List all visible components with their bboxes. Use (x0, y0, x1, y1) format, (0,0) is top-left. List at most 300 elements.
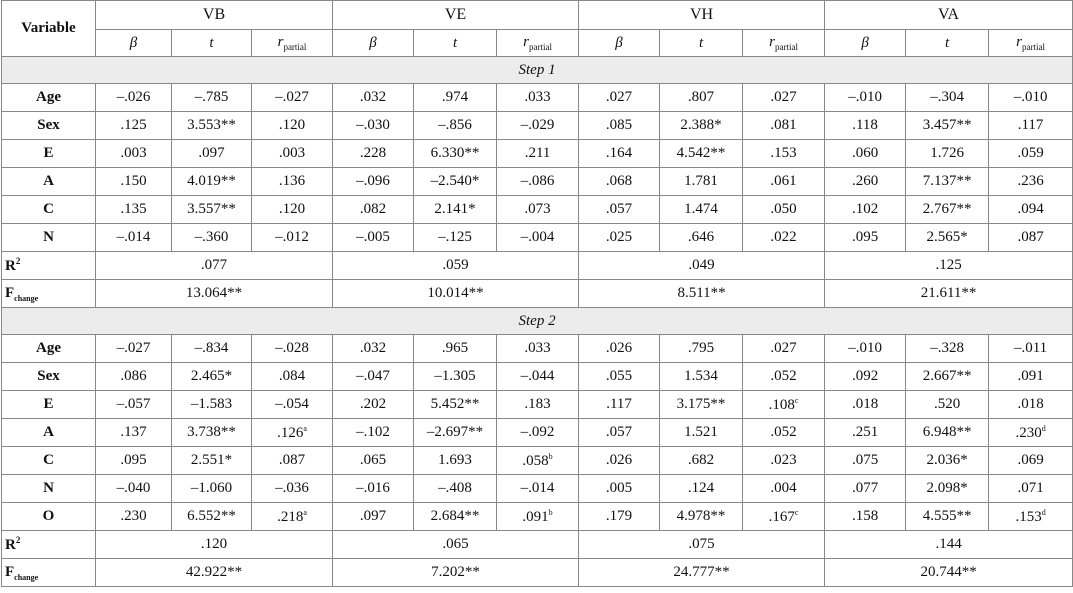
table-cell (989, 503, 1073, 531)
cell-value: .071 (1017, 480, 1044, 496)
cell-value: .120 (278, 117, 306, 133)
table-cell (333, 447, 414, 475)
table-cell (414, 140, 497, 168)
cell-value: .228 (359, 145, 387, 161)
r-squared-value: .077 (96, 252, 333, 280)
cell-value: –.016 (356, 480, 390, 496)
cell-value: 5.452** (430, 396, 480, 412)
table-row (2, 503, 1073, 531)
table-cell (497, 391, 579, 419)
cell-value: 4.555** (922, 508, 972, 524)
table-cell (906, 140, 989, 168)
cell-value: .094 (1017, 201, 1044, 217)
table-cell (172, 112, 252, 140)
footnote-marker: c (794, 395, 799, 405)
table-cell (96, 447, 172, 475)
cell-value: 3.457** (922, 117, 972, 133)
cell-value: .068 (605, 173, 633, 189)
table-cell (825, 196, 906, 224)
cell-value: .646 (687, 229, 715, 245)
table-cell (660, 196, 743, 224)
cell-value: .082 (359, 201, 387, 217)
table-cell (96, 335, 172, 363)
table-cell (333, 363, 414, 391)
table-cell (579, 84, 660, 112)
table-cell (825, 391, 906, 419)
cell-value: –2.697** (426, 424, 484, 440)
table-cell (660, 447, 743, 475)
cell-value: .060 (851, 145, 879, 161)
cell-value: .065 (359, 452, 387, 468)
table-cell (743, 140, 825, 168)
table-cell (989, 140, 1073, 168)
table-cell (172, 475, 252, 503)
table-cell (414, 84, 497, 112)
group-header-ve: VE (333, 1, 579, 30)
f-change-value: 7.202** (333, 559, 579, 587)
cell-value: .117 (606, 396, 632, 412)
table-cell (414, 363, 497, 391)
table-cell (172, 224, 252, 252)
table-cell (333, 335, 414, 363)
cell-value: .807 (687, 89, 715, 105)
cell-value: .091 (1017, 368, 1044, 384)
sub-header-beta: β (333, 30, 414, 57)
cell-value: –1.060 (190, 480, 233, 496)
cell-value: –.047 (356, 368, 390, 384)
f-change-value: 20.744** (825, 559, 1073, 587)
cell-value: .081 (770, 117, 797, 133)
cell-value: .023 (770, 452, 797, 468)
cell-value: –.328 (930, 340, 964, 356)
table-cell (579, 335, 660, 363)
cell-value: 2.684** (430, 508, 480, 524)
regression-table (1, 0, 1073, 587)
table-cell (906, 84, 989, 112)
table-cell (989, 419, 1073, 447)
table-cell (414, 419, 497, 447)
table-cell (333, 112, 414, 140)
cell-value: .057 (605, 424, 633, 440)
sub-header-row (2, 30, 1073, 57)
table-cell (743, 168, 825, 196)
table-cell (579, 224, 660, 252)
table-cell (825, 475, 906, 503)
group-header-va: VA (825, 1, 1073, 30)
row-variable: N (2, 475, 96, 503)
r-subscript: partial (774, 42, 798, 52)
cell-value: .211 (524, 145, 551, 161)
r-symbol: r (1016, 34, 1022, 50)
cell-value: .230 (120, 508, 147, 524)
table-cell (825, 168, 906, 196)
cell-value: 2.388* (680, 117, 722, 133)
cell-value: .027 (770, 89, 797, 105)
table-cell (252, 391, 333, 419)
row-variable: E (2, 391, 96, 419)
cell-value: –.010 (848, 89, 882, 105)
table-cell (825, 503, 906, 531)
table-cell (96, 140, 172, 168)
sub-header-t: t (414, 30, 497, 57)
table-row (2, 419, 1073, 447)
cell-value: –.010 (848, 340, 882, 356)
table-cell (660, 84, 743, 112)
cell-value: 3.557** (187, 201, 236, 217)
footnote-marker: c (794, 507, 799, 517)
cell-value: –.030 (356, 117, 390, 133)
cell-value: –.010 (1013, 89, 1048, 105)
cell-value: .095 (851, 229, 879, 245)
cell-value: 7.137** (922, 173, 972, 189)
table-cell (333, 503, 414, 531)
cell-value: .025 (605, 229, 633, 245)
cell-value: .158 (851, 508, 879, 524)
r-squared-value: .144 (825, 531, 1073, 559)
table-cell (825, 224, 906, 252)
cell-value: –.004 (520, 229, 555, 245)
table-cell (96, 196, 172, 224)
cell-value: –.011 (1013, 340, 1048, 356)
table-cell (579, 363, 660, 391)
table-row (2, 140, 1073, 168)
table-row (2, 447, 1073, 475)
cell-value: .117 (1017, 117, 1044, 133)
table-cell (825, 419, 906, 447)
table-cell (172, 84, 252, 112)
f-letter: F (5, 284, 15, 301)
table-cell (906, 419, 989, 447)
sub-header-beta: β (579, 30, 660, 57)
cell-value: –.834 (194, 340, 229, 356)
cell-value: .974 (441, 89, 469, 105)
table-cell (579, 168, 660, 196)
f-letter: F (5, 563, 15, 580)
cell-value: .102 (851, 201, 879, 217)
r-squared-exponent: 2 (15, 256, 21, 266)
cell-value: 6.552** (187, 508, 236, 524)
row-variable: A (2, 419, 96, 447)
table-cell (825, 447, 906, 475)
table-cell (579, 196, 660, 224)
cell-value: .092 (851, 368, 879, 384)
table-cell (825, 140, 906, 168)
table-cell (989, 475, 1073, 503)
table-cell (660, 140, 743, 168)
sub-header-r-partial (497, 30, 579, 57)
cell-value: –1.583 (190, 396, 233, 412)
cell-value: 6.330** (430, 145, 480, 161)
table-cell (906, 447, 989, 475)
table-cell (579, 475, 660, 503)
table-cell (497, 503, 579, 531)
step-row (2, 308, 1073, 335)
table-cell (414, 224, 497, 252)
table-cell (497, 363, 579, 391)
table-cell (825, 112, 906, 140)
footnote-marker: d (1041, 423, 1046, 433)
cell-value: 3.738** (187, 424, 236, 440)
r-squared-label (2, 531, 96, 559)
table-cell (989, 363, 1073, 391)
table-row (2, 112, 1073, 140)
cell-value: .027 (770, 340, 797, 356)
table-cell (743, 112, 825, 140)
cell-value: –.096 (356, 173, 390, 189)
table-cell (172, 363, 252, 391)
cell-value: .179 (605, 508, 633, 524)
table-cell (743, 196, 825, 224)
cell-value: .086 (120, 368, 147, 384)
table-cell (252, 419, 333, 447)
cell-value: –.044 (520, 368, 555, 384)
sub-header-r-partial (743, 30, 825, 57)
table-cell (989, 224, 1073, 252)
table-cell (660, 419, 743, 447)
footnote-marker: a (303, 507, 307, 517)
table-row (2, 475, 1073, 503)
cell-value: 6.948** (922, 424, 972, 440)
f-change-value: 24.777** (579, 559, 825, 587)
cell-value: –.360 (194, 229, 229, 245)
cell-value: .795 (687, 340, 715, 356)
sub-header-r-partial (989, 30, 1073, 57)
cell-value: .005 (605, 480, 633, 496)
cell-value: .167 (768, 508, 795, 525)
table-cell (96, 168, 172, 196)
table-row (2, 168, 1073, 196)
table-cell (333, 84, 414, 112)
f-change-row (2, 280, 1073, 308)
table-row (2, 84, 1073, 112)
table-cell (497, 112, 579, 140)
cell-value: .120 (278, 201, 306, 217)
cell-value: 2.565* (926, 229, 968, 245)
cell-value: .202 (359, 396, 387, 412)
cell-value: 2.667** (922, 368, 972, 384)
cell-value: .052 (770, 368, 797, 384)
cell-value: .061 (770, 173, 797, 189)
cell-value: 1.726 (930, 145, 964, 161)
cell-value: .236 (1017, 173, 1044, 189)
cell-value: .136 (278, 173, 306, 189)
table-cell (906, 168, 989, 196)
cell-value: .230 (1015, 424, 1042, 441)
cell-value: .052 (770, 424, 797, 440)
step-label: Step 2 (2, 308, 1073, 335)
table-cell (172, 335, 252, 363)
f-change-value: 42.922** (96, 559, 333, 587)
table-cell (906, 475, 989, 503)
step-label: Step 1 (2, 57, 1073, 84)
table-cell (497, 84, 579, 112)
table-cell (333, 140, 414, 168)
table-cell (906, 224, 989, 252)
table-cell (743, 419, 825, 447)
cell-value: .003 (120, 145, 147, 161)
cell-value: –2.540* (430, 173, 480, 189)
cell-value: .108 (768, 396, 795, 413)
cell-value: 2.551* (190, 452, 233, 468)
table-cell (172, 419, 252, 447)
table-cell (414, 196, 497, 224)
table-cell (660, 224, 743, 252)
cell-value: .164 (605, 145, 633, 161)
cell-value: .520 (933, 396, 961, 412)
cell-value: .026 (605, 340, 633, 356)
table-cell (579, 503, 660, 531)
table-cell (414, 335, 497, 363)
cell-value: .118 (852, 117, 878, 133)
table-cell (497, 447, 579, 475)
f-change-value: 10.014** (333, 280, 579, 308)
sub-header-beta: β (96, 30, 172, 57)
table-cell (989, 447, 1073, 475)
table-cell (906, 363, 989, 391)
table-cell (989, 391, 1073, 419)
table-row (2, 363, 1073, 391)
group-header-vh: VH (579, 1, 825, 30)
cell-value: .033 (524, 89, 551, 105)
cell-value: .069 (1017, 452, 1044, 468)
cell-value: –.054 (275, 396, 309, 412)
cell-value: .073 (524, 201, 551, 217)
table-cell (579, 447, 660, 475)
table-cell (252, 112, 333, 140)
cell-value: –.014 (116, 229, 151, 245)
sub-header-t: t (906, 30, 989, 57)
cell-value: .084 (278, 368, 306, 384)
cell-value: 2.141* (434, 201, 476, 217)
step-row (2, 57, 1073, 84)
table-cell (414, 447, 497, 475)
table-row (2, 391, 1073, 419)
cell-value: 2.098* (926, 480, 968, 496)
table-cell (743, 391, 825, 419)
table-cell (660, 112, 743, 140)
row-variable: O (2, 503, 96, 531)
cell-value: 4.019** (187, 173, 236, 189)
row-variable: Sex (2, 112, 96, 140)
f-change-value: 8.511** (579, 280, 825, 308)
table-cell (660, 335, 743, 363)
cell-value: .260 (851, 173, 879, 189)
cell-value: .125 (120, 117, 147, 133)
cell-value: –.856 (438, 117, 472, 133)
cell-value: .085 (605, 117, 633, 133)
table-cell (497, 475, 579, 503)
r-squared-label (2, 252, 96, 280)
table-cell (660, 391, 743, 419)
table-cell (825, 335, 906, 363)
table-cell (96, 419, 172, 447)
table-cell (414, 112, 497, 140)
cell-value: .682 (687, 452, 715, 468)
table-cell (96, 224, 172, 252)
cell-value: –.102 (356, 424, 390, 440)
cell-value: –1.305 (434, 368, 476, 384)
table-cell (825, 84, 906, 112)
cell-value: –.057 (116, 396, 151, 412)
cell-value: –.092 (520, 424, 555, 440)
footnote-marker: a (303, 423, 307, 433)
cell-value: .022 (770, 229, 797, 245)
f-change-label (2, 559, 96, 587)
table-cell (579, 140, 660, 168)
table-row (2, 335, 1073, 363)
table-cell (414, 475, 497, 503)
cell-value: 2.767** (922, 201, 972, 217)
cell-value: 3.553** (187, 117, 236, 133)
table-cell (252, 224, 333, 252)
table-cell (579, 391, 660, 419)
table-cell (414, 503, 497, 531)
sub-header-r-partial (252, 30, 333, 57)
cell-value: .091 (522, 508, 549, 525)
table-cell (414, 168, 497, 196)
table-cell (252, 196, 333, 224)
table-cell (906, 112, 989, 140)
table-cell (660, 168, 743, 196)
table-cell (825, 363, 906, 391)
cell-value: .033 (524, 340, 551, 356)
table-cell (497, 224, 579, 252)
cell-value: .057 (605, 201, 633, 217)
cell-value: .050 (770, 201, 797, 217)
cell-value: .004 (770, 480, 797, 496)
cell-value: .095 (120, 452, 147, 468)
r-subscript: partial (528, 42, 552, 52)
cell-value: 2.036* (926, 452, 968, 468)
table-cell (743, 363, 825, 391)
table-cell (660, 363, 743, 391)
cell-value: .032 (359, 89, 387, 105)
table-cell (252, 168, 333, 196)
cell-value: 1.781 (684, 173, 718, 189)
table-cell (989, 84, 1073, 112)
cell-value: .153 (770, 145, 797, 161)
table-cell (743, 224, 825, 252)
table-cell (497, 168, 579, 196)
f-change-label (2, 280, 96, 308)
cell-value: .003 (278, 145, 306, 161)
cell-value: –.408 (438, 480, 472, 496)
cell-value: .251 (851, 424, 879, 440)
r-squared-exponent: 2 (15, 535, 21, 545)
r-symbol: r (277, 34, 284, 50)
table-cell (579, 112, 660, 140)
table-cell (743, 475, 825, 503)
table-cell (333, 419, 414, 447)
cell-value: 1.693 (438, 452, 472, 468)
cell-value: .077 (851, 480, 879, 496)
cell-value: .055 (605, 368, 633, 384)
cell-value: .018 (1017, 396, 1044, 412)
cell-value: .150 (120, 173, 147, 189)
table-cell (989, 196, 1073, 224)
table-cell (172, 447, 252, 475)
table-cell (579, 419, 660, 447)
cell-value: 3.175** (676, 396, 726, 412)
cell-value: .135 (120, 201, 147, 217)
cell-value: .032 (359, 340, 387, 356)
r-subscript: partial (283, 42, 307, 52)
table-cell (172, 391, 252, 419)
row-variable: C (2, 196, 96, 224)
cell-value: –.036 (275, 480, 309, 496)
cell-value: .087 (1017, 229, 1044, 245)
table-cell (96, 391, 172, 419)
